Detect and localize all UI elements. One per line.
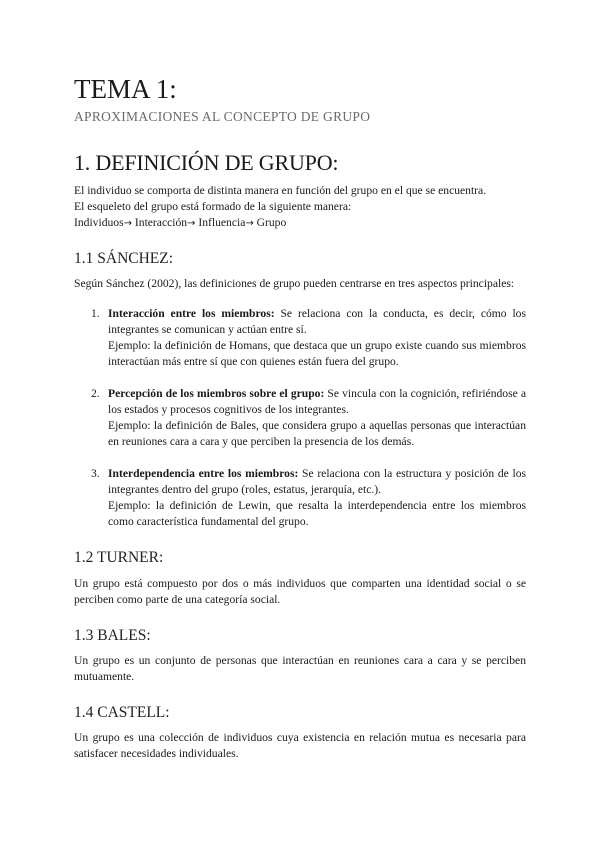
chain-step: Interacción: [134, 216, 188, 229]
castell-definition: Un grupo es una colección de individuos cuya existencia en relación mutua es necesaria para satisfacer necesidades individuales.: [74, 731, 526, 760]
definition-intro: [74, 183, 526, 232]
aspect-title: Percepción de los miembros sobre el grupo:: [108, 387, 325, 400]
subsection-heading-bales: 1.3 BALES:: [74, 627, 151, 644]
aspect-example: Ejemplo: la definición de Bales, que considera grupo a aquellas personas que interactúan en reuniones cara a cara y que perciben la presencia de los demás.: [108, 419, 526, 448]
group-skeleton-chain: [74, 215, 526, 232]
subsection-heading-castell: 1.4 CASTELL:: [74, 704, 170, 721]
aspect-title: Interdependencia entre los miembros:: [108, 467, 299, 480]
subsection-heading-sanchez: 1.1 SÁNCHEZ:: [74, 250, 174, 267]
aspect-example: Ejemplo: la definición de Homans, que destaca que un grupo existe cuando sus miembros interactúan más entre sí que con quienes están fuera del grupo.: [108, 339, 526, 368]
list-number: 3.: [91, 467, 100, 480]
chain-step: Individuos: [74, 216, 124, 229]
intro-line: El esqueleto del grupo está formado de la siguiente manera:: [74, 200, 352, 213]
aspect-example: Ejemplo: la definición de Lewin, que resalta la interdependencia entre los miembros como característica fundamental del grupo.: [108, 499, 526, 528]
turner-definition: Un grupo está compuesto por dos o más individuos que comparten una identidad social o se perciben como parte de una categoría social.: [74, 577, 526, 606]
list-number: 2.: [91, 387, 100, 400]
arrow-icon: →: [123, 218, 132, 229]
bales-definition: Un grupo es un conjunto de personas que interactúan en reuniones cara a cara y se perciben mutuamente.: [74, 654, 526, 683]
arrow-icon: →: [245, 218, 254, 229]
aspect-title: Interacción entre los miembros:: [108, 307, 275, 320]
chain-step: Grupo: [256, 216, 287, 229]
aspect-text: Se vincula con la cognición, refiriéndose a los estados y procesos cognitivos de los integrantes.: [108, 387, 526, 416]
aspect-text: Se relaciona con la conducta, es decir, cómo los integrantes se comunican y actúan entre sí.: [108, 307, 526, 336]
subsection-heading-turner: 1.2 TURNER:: [74, 549, 164, 566]
aspect-text: Se relaciona con la estructura y posición de los integrantes dentro del grupo (roles, estatus, jerarquía, etc.).: [108, 467, 527, 496]
intro-line: El individuo se comporta de distinta manera en función del grupo en el que se encuentra.: [74, 184, 487, 197]
topic-title: TEMA 1:: [74, 74, 177, 104]
section-heading-definition: 1. DEFINICIÓN DE GRUPO:: [74, 150, 339, 175]
topic-subtitle: APROXIMACIONES AL CONCEPTO DE GRUPO: [74, 109, 371, 124]
list-number: 1.: [91, 307, 100, 320]
arrow-icon: →: [187, 218, 196, 229]
sanchez-intro: Según Sánchez (2002), las definiciones de grupo pueden centrarse en tres aspectos principales:: [74, 277, 515, 290]
chain-step: Influencia: [198, 216, 246, 229]
